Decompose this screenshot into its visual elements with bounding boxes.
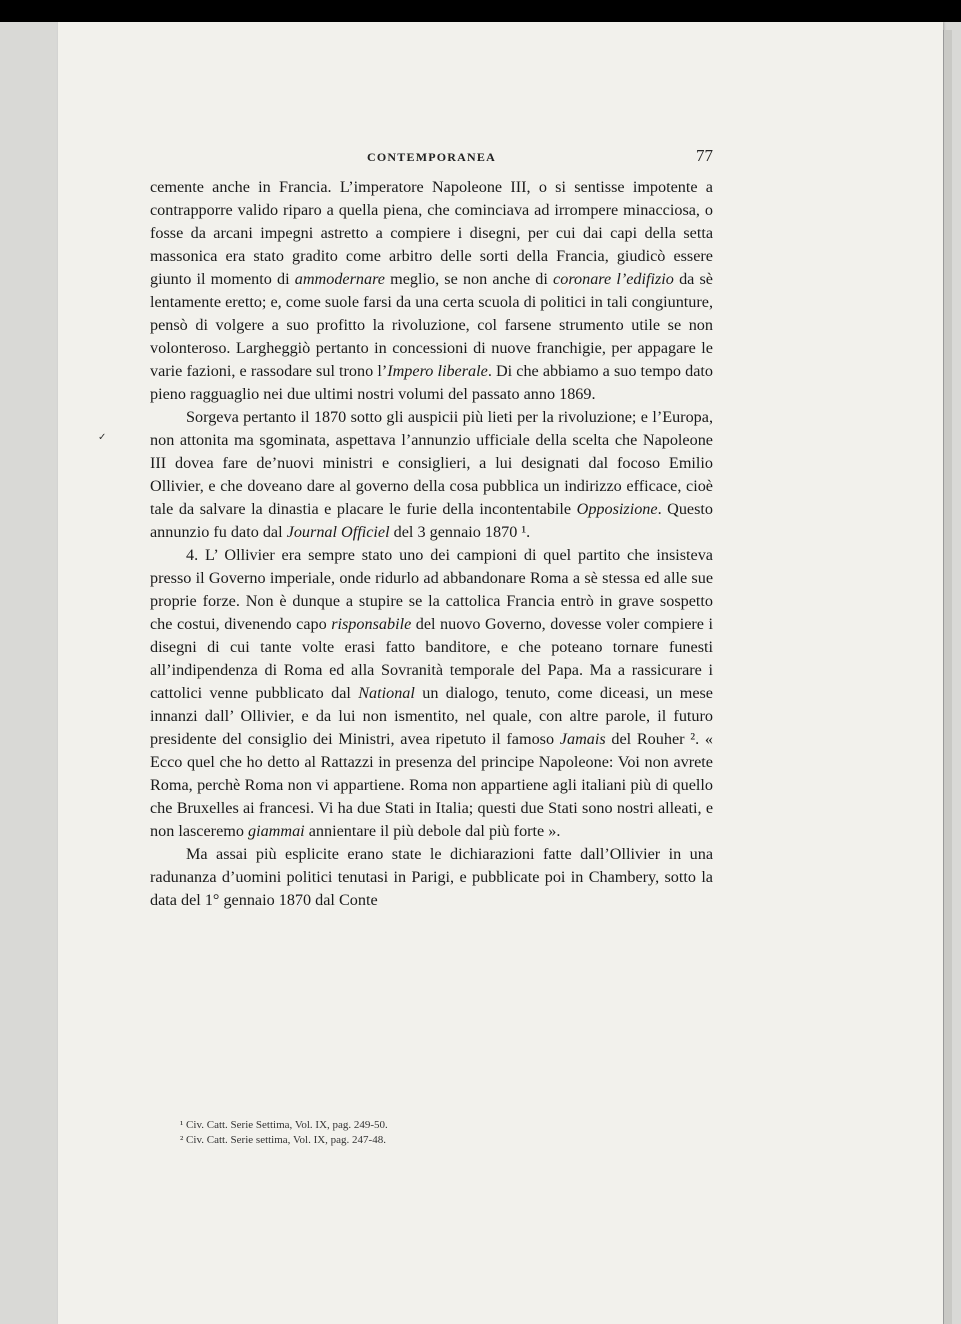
- text-run: da sè lentamente eretto; e, come suole farsi da una certa scuola di politici in tali congiunture, pensò di volgere a suo profitto la rivoluzione, col farsene strumento utile se non volonteroso. Largheggiò pertanto in concessioni di nuove franchigie, per appagare le varie fazioni, e rassodare sul trono l’: [150, 270, 713, 380]
- text-run: meglio, se non anche di: [384, 270, 554, 288]
- italic-run: National: [358, 684, 415, 702]
- italic-run: Opposizione: [576, 500, 658, 518]
- text-run: Sorgeva pertanto il 1870 sotto gli auspicii più lieti per la rivoluzione; e l’Europa, non attonita ma sgominata, aspettava l’annunzio ufficiale della scelta che Napoleone III dovea fare de’nuovi ministri e consiglieri, a lui designati dal focoso Emilio Ollivier, e che doveano dare al governo della cosa pubblica un indirizzo efficace, cioè tale da salvare la dinastia e placare le furie della incontentabile: [150, 408, 713, 518]
- italic-run: Journal Officiel: [286, 523, 390, 541]
- paragraph-1: [150, 176, 713, 406]
- italic-run: Impero liberale: [387, 362, 488, 380]
- footnotes: [180, 1118, 700, 1148]
- running-title: CONTEMPORANEA: [367, 150, 496, 164]
- text-run: del nuovo Governo, dovesse voler compiere i disegni di cui tante volte erasi fatto banditore, e che poteano tornare funesti all’indipendenza di Roma ed alla Sovranità temporale del Papa. Ma a rassicurare i cattolici venne pubblicato dal: [150, 615, 713, 702]
- margin-mark: ✓: [98, 432, 107, 443]
- page-number: 77: [696, 146, 713, 165]
- paragraph-3: [150, 544, 713, 843]
- text-run: un dialogo, tenuto, come diceasi, un mese innanzi dall’ Ollivier, e da lui non ismentito, nel quale, con altre parole, il futuro presidente del consiglio dei Ministri, avea ripetuto il famoso: [150, 684, 713, 748]
- text-run: del Rouher ². « Ecco quel che ho detto al Rattazzi in presenza del principe Napoleone: Voi non avrete Roma, perchè Roma non vi appartiene. Roma non appartiene agli italiani più di quello che Bruxelles ai francesi. Vi ha due Stati in Italia; questi due Stati sono nostri alleati, e non lasceremo: [150, 730, 713, 840]
- paragraph-2: [150, 406, 713, 544]
- text-run: . Di che abbiamo a suo tempo dato pieno ragguaglio nei due ultimi nostri volumi del passato anno 1869.: [150, 362, 713, 403]
- page-edge: [943, 30, 952, 1324]
- body-text: [150, 176, 713, 912]
- italic-run: Jamais: [559, 730, 606, 748]
- text-run: del 3 gennaio 1870 ¹.: [389, 523, 531, 541]
- paragraph-4: Ma assai più esplicite erano state le dichiarazioni fatte dall’Ollivier in una radunanza d’uomini politici tenutasi in Parigi, e pubblicate poi in Chambery, sotto la data del 1° gennaio 1870 dal Conte: [150, 845, 713, 909]
- footnote-2: ² Civ. Catt. Serie settima, Vol. IX, pag. 247-48.: [180, 1134, 386, 1146]
- italic-run: ammodernare: [294, 270, 385, 288]
- italic-run: coronare l’edifizio: [553, 270, 674, 288]
- page-header: [150, 146, 713, 168]
- italic-run: risponsabile: [331, 615, 412, 633]
- text-run: annientare il più debole dal più forte ».: [304, 822, 561, 840]
- text-run: . Questo annunzio fu dato dal: [150, 500, 713, 541]
- italic-run: giammai: [248, 822, 305, 840]
- text-run: 4. L’ Ollivier era sempre stato uno dei campioni di quel partito che insisteva presso il Governo imperiale, onde ridurlo ad abbandonare Roma a sè stessa ed alle sue proprie forze. Non è dunque a stupire se la cattolica Francia entrò in grave sospetto che costui, divenendo capo: [150, 546, 713, 633]
- text-run: cemente anche in Francia. L’imperatore Napoleone III, o si sentisse impotente a contrapporre valido riparo a quella piena, che cominciava ad irrompere minacciosa, o fosse da arcani impegni astretto a compiere i disegni, per cui dai capi della setta massonica era stato gradito come arbitro delle sorti della Francia, giudicò essere giunto il momento di: [150, 178, 713, 288]
- footnote-1: ¹ Civ. Catt. Serie Settima, Vol. IX, pag. 249-50.: [180, 1119, 388, 1131]
